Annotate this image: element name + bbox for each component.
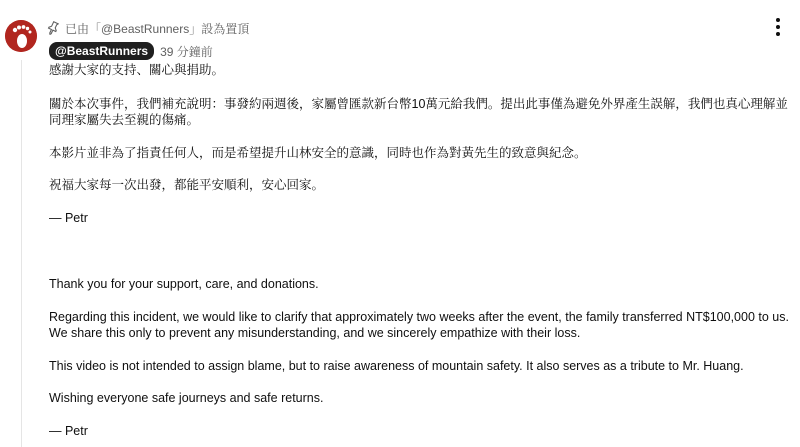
comment-signature: — Petr [49, 210, 88, 225]
author-row [49, 42, 213, 60]
comment-body [49, 62, 794, 439]
comment-paragraph: 感謝大家的支持、關心與捐助。 [49, 63, 225, 77]
pinned-indicator [47, 20, 249, 36]
comment-paragraph: 關於本次事件，我們補充說明：事發約兩週後，家屬曾匯款新台幣10萬元給我們。提出此事僅為避免外界產生誤解，我們也真心理解並同理家屬失去至親的傷痛。 [49, 96, 788, 127]
pin-icon [47, 21, 59, 35]
more-vert-icon [776, 18, 780, 22]
comment-paragraph: 祝福大家每一次出發，都能平安順利，安心回家。 [49, 178, 325, 192]
pinned-text: 已由「@BeastRunners」設為置頂 [65, 21, 250, 36]
more-actions-button[interactable] [770, 18, 786, 36]
comment-paragraph: Regarding this incident, we would like to clarify that approximately two weeks after the event, the family transferred NT$100,000 to us. We share this only to prevent any misunderstanding, and we sincerely empathize with their loss. [49, 309, 789, 340]
avatar[interactable] [5, 20, 37, 52]
author-name[interactable]: @BeastRunners [49, 42, 154, 60]
footprint-logo-icon [5, 20, 37, 52]
comment-paragraph: 本影片並非為了指責任何人，而是希望提升山林安全的意識，同時也作為對黃先生的致意與紀念。 [49, 145, 587, 160]
thread-line [21, 60, 22, 447]
comment-signature: — Petr [49, 423, 88, 438]
comment-timestamp[interactable]: 39 分鐘前 [160, 44, 213, 59]
comment-paragraph: This video is not intended to assign blame, but to raise awareness of mountain safety. It also serves as a tribute to Mr. Huang. [49, 358, 744, 373]
comment-paragraph: Wishing everyone safe journeys and safe returns. [49, 391, 324, 405]
comment-paragraph: Thank you for your support, care, and donations. [49, 277, 319, 291]
